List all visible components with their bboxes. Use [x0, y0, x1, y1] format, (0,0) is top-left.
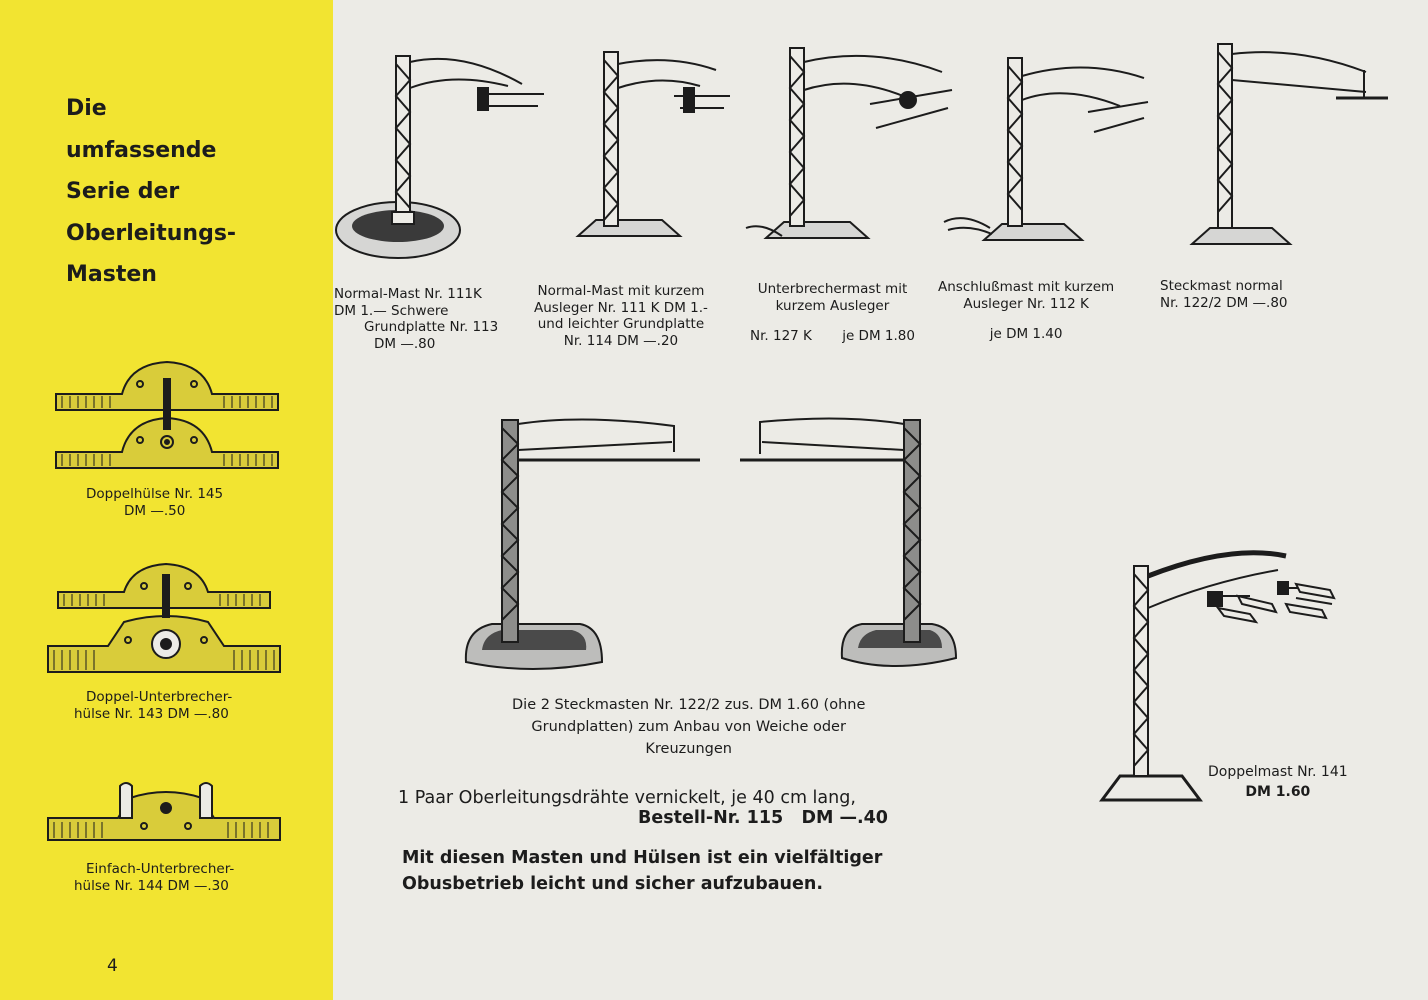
double-sleeve-illustration	[52, 360, 282, 472]
interrupter-mast-illustration	[742, 42, 954, 257]
caption-price-row	[750, 328, 915, 345]
double-mast-caption	[1208, 762, 1348, 802]
caption-line: DM 1.60	[1245, 784, 1311, 800]
short-boom-mast-illustration	[570, 44, 735, 259]
caption-line: Nr. 122/2 DM —.80	[1160, 294, 1288, 311]
caption-line: DM 1.— Schwere	[334, 302, 449, 319]
caption-line: Steckmast normal	[1160, 278, 1283, 294]
caption-line: hülse Nr. 143 DM —.80	[74, 705, 229, 722]
caption-line: Einfach-Unterbrecher-	[86, 861, 235, 877]
caption-line: Nr. 127 K	[750, 328, 812, 344]
caption-line: Nr. 114 DM —.20	[563, 332, 679, 349]
heading-line: umfassende	[66, 137, 217, 163]
caption-line: DM —.50	[124, 502, 186, 519]
caption-line: je DM 1.40	[989, 326, 1063, 342]
caption-line: hülse Nr. 144 DM —.30	[74, 877, 229, 894]
mast-caption	[1160, 278, 1288, 311]
caption-line: Grundplatten) zum Anbau von Weiche oder	[531, 719, 846, 735]
caption-line: Die 2 Steckmasten Nr. 122/2 zus. DM 1.60 (ohne	[512, 697, 866, 713]
caption-line: Anschlußmast mit kurzem	[938, 279, 1115, 295]
sleeve-caption	[74, 689, 232, 722]
sleeve-caption	[86, 486, 223, 519]
mast-caption	[334, 286, 498, 352]
plug-mast-illustration	[1188, 40, 1393, 255]
page-heading	[66, 88, 236, 296]
heading-line: Die	[66, 96, 107, 121]
heading-line: Oberleitungs-	[66, 220, 237, 246]
double-interrupter-sleeve-illustration	[44, 562, 284, 680]
caption-line: Ausleger Nr. 112 K	[963, 295, 1089, 312]
caption-line: DM —.80	[374, 335, 436, 352]
caption-line: Normal-Mast Nr. 111K	[334, 286, 482, 302]
normal-mast-illustration	[332, 44, 547, 272]
caption-line: Doppelmast Nr. 141	[1208, 764, 1348, 780]
caption-line: Doppelhülse Nr. 145	[86, 486, 224, 502]
closing-line-2: Obusbetrieb leicht und sicher aufzubauen.	[402, 874, 823, 894]
caption-line: Grundplatte Nr. 113	[364, 319, 499, 335]
connection-mast-illustration	[944, 54, 1149, 259]
heading-line: Serie der	[66, 179, 180, 204]
single-interrupter-sleeve-illustration	[44, 778, 284, 848]
sleeve-caption	[74, 861, 234, 894]
caption-line: Normal-Mast mit kurzem	[537, 283, 705, 299]
caption-line: Ausleger Nr. 111 K DM 1.-	[534, 299, 708, 316]
caption-line: Unterbrechermast mit	[757, 281, 908, 297]
sidebar	[0, 0, 333, 1000]
page-number: 4	[107, 956, 118, 976]
caption-line: kurzem Ausleger	[775, 297, 890, 314]
closing-line-1: Mit diesen Masten und Hülsen ist ein vielfältiger	[402, 848, 883, 868]
caption-line: Doppel-Unterbrecher-	[86, 689, 233, 705]
caption-line: Kreuzungen	[645, 741, 732, 757]
heading-line: Masten	[66, 262, 157, 287]
wires-line-2: Bestell-Nr. 115 DM —.40	[638, 808, 888, 828]
caption-line: und leichter Grundplatte	[537, 316, 705, 332]
mast-caption	[750, 281, 915, 345]
mast-caption	[534, 283, 708, 349]
caption-line: je DM 1.80	[842, 328, 915, 344]
mast-caption	[938, 279, 1114, 343]
plug-mast-pair-illustration	[462, 412, 962, 682]
pair-caption	[512, 694, 865, 760]
wires-line-1: 1 Paar Oberleitungsdrähte vernickelt, je 40 cm lang,	[398, 788, 856, 808]
